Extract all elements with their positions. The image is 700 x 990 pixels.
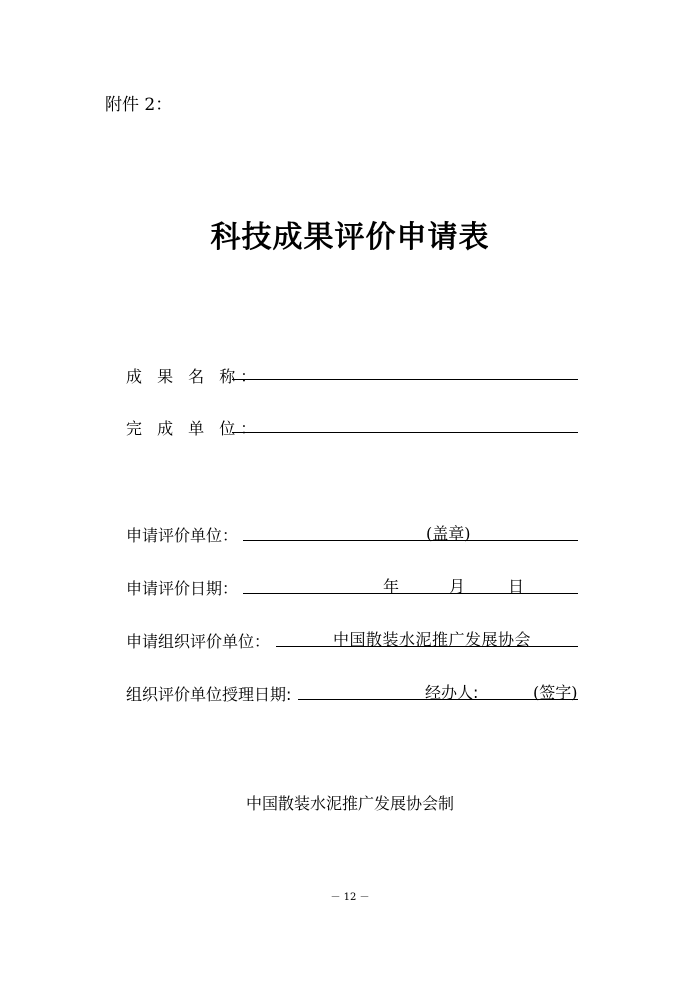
date-day-unit: 日 — [508, 577, 525, 596]
completing-unit-label: 完 成 单 位： — [126, 419, 262, 438]
achievement-name-field[interactable] — [232, 379, 578, 380]
page-number: － 12 － — [330, 892, 370, 903]
page-title: 科技成果评价申请表 — [210, 220, 490, 255]
date-year-unit: 年 — [383, 577, 400, 596]
seal-note: (盖章) — [426, 524, 471, 543]
application-date-field[interactable] — [243, 593, 578, 594]
attachment-label: 附件 2： — [105, 95, 173, 115]
organizing-unit-label: 申请组织评价单位： — [126, 632, 271, 651]
acceptance-date-label: 组织评价单位授理日期: — [126, 685, 292, 704]
applicant-unit-label: 申请评价单位： — [126, 526, 239, 545]
applicant-unit-field[interactable] — [243, 540, 578, 541]
organizing-unit-value: 中国散装水泥推广发展协会 — [333, 630, 532, 649]
handler-label: 经办人: — [425, 683, 479, 702]
application-date-label: 申请评价日期： — [126, 579, 239, 598]
date-month-unit: 月 — [449, 577, 466, 596]
signature-note: (签字) — [533, 683, 578, 702]
issuer-footer: 中国散装水泥推广发展协会制 — [245, 794, 454, 813]
completing-unit-field[interactable] — [232, 432, 578, 433]
achievement-name-label: 成 果 名 称： — [126, 367, 262, 386]
